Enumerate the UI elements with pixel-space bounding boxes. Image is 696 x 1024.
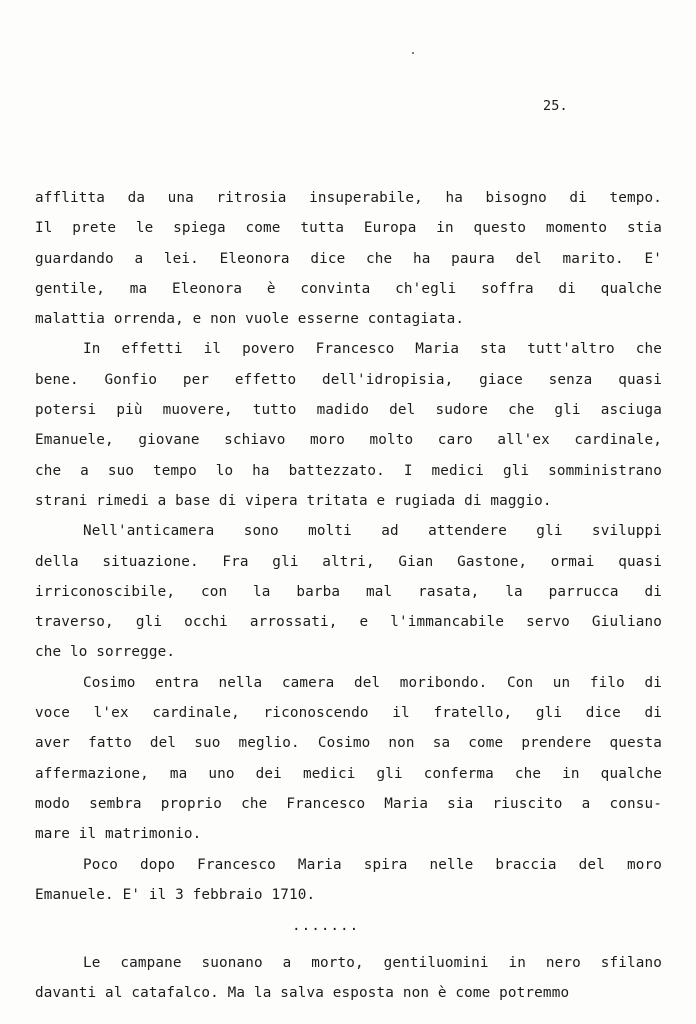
text-line: Nell'anticamera sono molti ad attendere gli sviluppi bbox=[83, 523, 662, 540]
text-line: Cosimo entra nella camera del moribondo. Con un filo di bbox=[83, 674, 662, 691]
text-line: Poco dopo Francesco Maria spira nelle braccia del moro bbox=[83, 856, 662, 873]
text-line: aver fatto del suo meglio. Cosimo non sa come prendere questa bbox=[35, 735, 662, 752]
text-line: traverso, gli occhi arrossati, e l'immancabile servo Giuliano bbox=[35, 614, 662, 631]
text-line: In effetti il povero Francesco Maria sta tutt'altro che bbox=[83, 341, 662, 358]
text-line: voce l'ex cardinale, riconoscendo il fratello, gli dice di bbox=[35, 705, 662, 722]
text-line: Il prete le spiega come tutta Europa in questo momento stia bbox=[35, 220, 662, 237]
text-line: malattia orrenda, e non vuole esserne contagiata. bbox=[35, 311, 465, 328]
paragraph-6 bbox=[35, 948, 662, 1009]
text-line: della situazione. Fra gli altri, Gian Gastone, ormai quasi bbox=[35, 553, 662, 570]
text-line: afflitta da una ritrosia insuperabile, ha bisogno di tempo. bbox=[35, 190, 662, 206]
text-line: che lo sorregge. bbox=[35, 644, 176, 661]
text-line: che a suo tempo lo ha battezzato. I medici gli somministrano bbox=[35, 462, 662, 479]
section-separator: ....... bbox=[292, 918, 360, 935]
paragraph-4 bbox=[35, 668, 662, 850]
paragraph-1 bbox=[35, 183, 662, 334]
paragraph-2 bbox=[35, 334, 662, 516]
speck-mark bbox=[412, 52, 414, 54]
paragraph-3 bbox=[35, 516, 662, 667]
text-line: Emanuele, giovane schiavo moro molto caro all'ex cardinale, bbox=[35, 432, 662, 449]
text-line: affermazione, ma uno dei medici gli conferma che in qualche bbox=[35, 765, 662, 782]
text-line: Le campane suonano a morto, gentiluomini in nero sfilano bbox=[83, 955, 662, 972]
text-line: bene. Gonfio per effetto dell'idropisia, giace senza quasi bbox=[35, 371, 662, 388]
paragraph-5 bbox=[35, 850, 662, 911]
page-number: 25. bbox=[543, 98, 568, 114]
body-text bbox=[35, 183, 662, 1009]
text-line: davanti al catafalco. Ma la salva esposta non è come potremmo bbox=[35, 985, 570, 1002]
text-line: strani rimedi a base di vipera tritata e rugiada di maggio. bbox=[35, 492, 552, 509]
text-line: potersi più muovere, tutto madido del sudore che gli asciuga bbox=[35, 402, 662, 419]
text-line: modo sembra proprio che Francesco Maria sia riuscito a consu- bbox=[35, 795, 662, 812]
text-line: gentile, ma Eleonora è convinta ch'egli soffra di qualche bbox=[35, 280, 662, 297]
text-line: irriconoscibile, con la barba mal rasata, la parrucca di bbox=[35, 583, 662, 600]
text-line: mare il matrimonio. bbox=[35, 826, 202, 843]
text-line: Emanuele. E' il 3 febbraio 1710. bbox=[35, 886, 316, 903]
text-line: guardando a lei. Eleonora dice che ha paura del marito. E' bbox=[35, 250, 662, 267]
